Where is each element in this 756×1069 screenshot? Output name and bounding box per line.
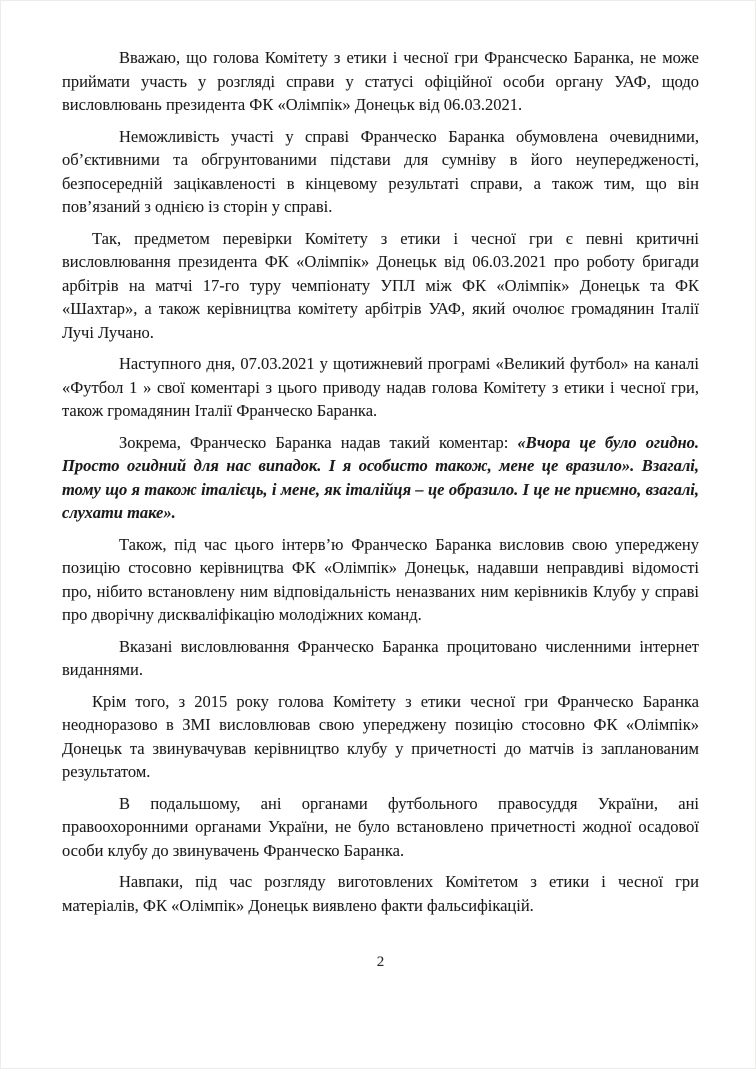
paragraph-10: Навпаки, під час розгляду виготовлених Комітетом з етики і чесної гри матеріалів, ФК «Олімпік» Донецьк виявлено факти фальсифікацій.: [62, 872, 699, 915]
quote-emphasis: «Вчора це було огидно. Просто огидний для нас випадок. І я особисто також, мене це вразило». Взагалі, тому що я також італієць, і мене, як італійця – це образило. І це не приємно, взагалі, слухати таке».: [62, 432, 699, 522]
paragraph-8: Крім того, з 2015 року голова Комітету з етики чесної гри Франческо Баранка неодноразово в ЗМІ висловлював свою упереджену позицію стосовно ФК «Олімпік» Донецьк та звинувачував керівництво клубу у причетності до матчів із запланованим результатом.: [62, 691, 699, 781]
paragraph-9: В подальшому, ані органами футбольного правосуддя України, ані правоохоронними органами України, не було встановлено причетності жодної осадової особи клубу до звинувачень Франческо Баранка.: [62, 793, 699, 860]
paragraph-4: Наступного дня, 07.03.2021 у щотижневий програмі «Великий футбол» на каналі «Футбол 1 » свої коментарі з цього приводу надав голова Комітету з етики і чесної гри, також громадянин Італії Франческо Баранка.: [62, 354, 699, 420]
paragraph-3: Так, предметом перевірки Комітету з етики і чесної гри є певні критичні висловлювання президента ФК «Олімпік» Донецьк від 06.03.2021 про роботу бригади арбітрів на матчі 17-го туру чемпіонату УПЛ між ФК «Олімпік» Донецьк та ФК «Шахтар», а також керівництва комітету арбітрів УАФ, який очолює громадянин Італії Лучі Лучано.: [62, 228, 699, 342]
paragraph-5-quote: [62, 431, 699, 525]
paragraph-1: Вважаю, що голова Комітету з етики і чесної гри Франсческо Баранка, не може приймати участь у розгляді справи у статусі офіційної особи органу УАФ, щодо висловлювань президента ФК «Олімпік» Донецьк від 06.03.2021.: [62, 48, 699, 114]
quote-lead: Зокрема, Франческо Баранка надав такий коментар:: [119, 432, 518, 452]
page-number: 2: [376, 954, 385, 970]
paragraph-7: Вказані висловлювання Франческо Баранка процитовано численними інтернет виданнями.: [62, 636, 699, 679]
paragraph-2: Неможливість участі у справі Франческо Баранка обумовлена очевидними, об’єктивними та обгрунтованими підстави для сумніву в його неупередженості, безпосередній зацікавленості в кінцевому результаті справи, а також тим, що він пов’язаний з однією із сторін у справі.: [62, 126, 699, 216]
paragraph-6: Також, під час цього інтерв’ю Франческо Баранка висловив свою упереджену позицію стосовно керівництва ФК «Олімпік» Донецьк, надавши неправдиві відомості про, нібито встановлену ним відповідальність неназваних ним керівників Клубу у справі про дворічну дискваліфікацію молодіжних команд.: [62, 534, 699, 624]
